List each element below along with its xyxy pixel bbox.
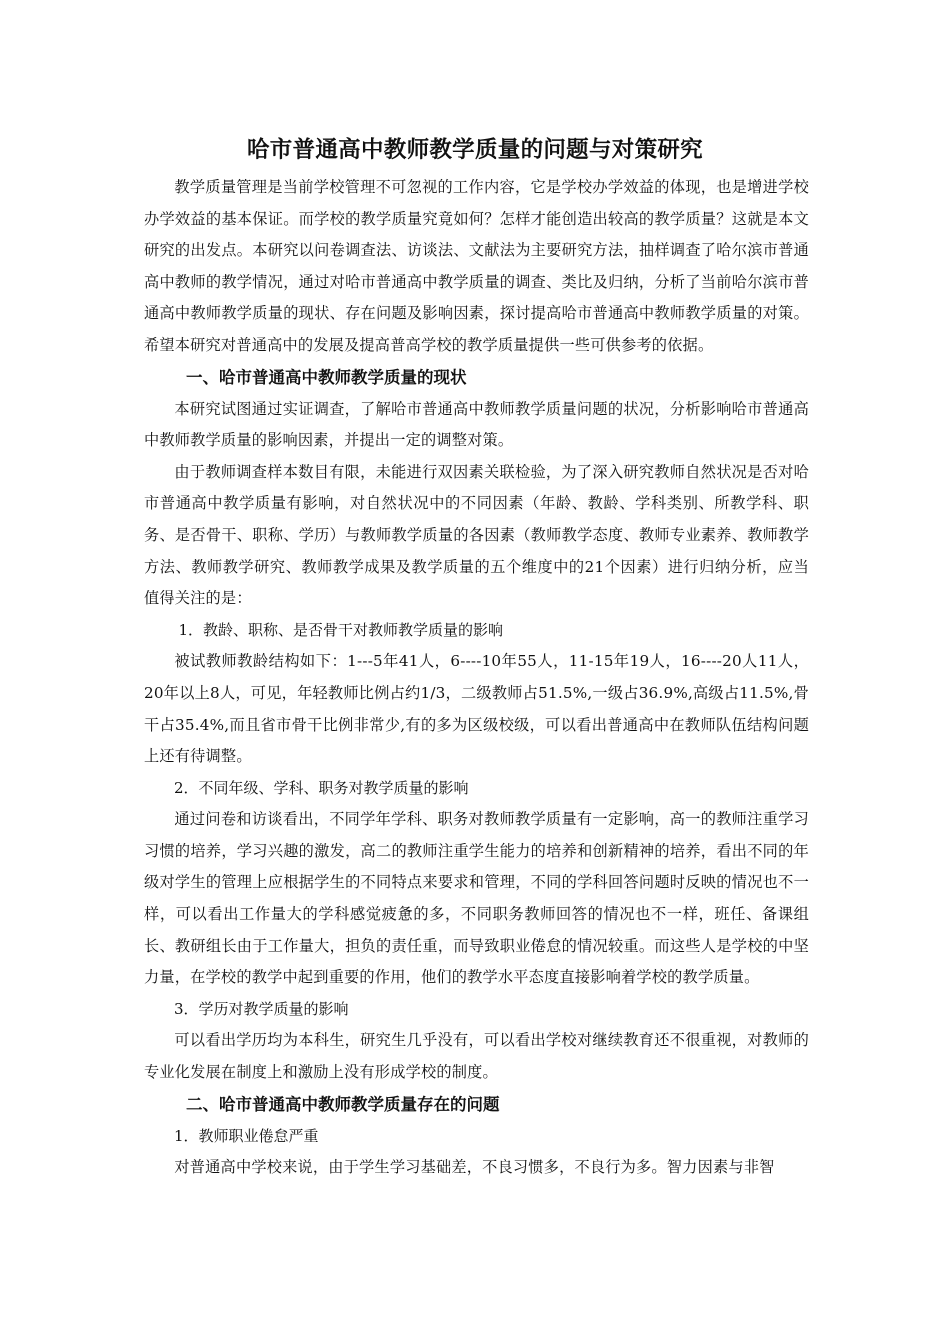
subsection-2-1-text: 对普通高中学校来说，由于学生学习基础差，不良习惯多，不良行为多。智力因素与非智 xyxy=(174,1158,775,1177)
subheading-1-2: 2．不同年级、学科、职务对教学质量的影响 xyxy=(174,778,469,797)
subheading-1-3: 3．学历对教学质量的影响 xyxy=(174,999,349,1018)
section1-paragraph-2: 由于教师调查样本数目有限，未能进行双因素关联检验，为了深入研究教师自然状况是否对哈市普通高中教学质量有影响，对自然状况中的不同因素（年龄、教龄、学科类别、所教学科、职务、是否骨干、职称、学历）与教师教学质量的各因素（教师教学态度、教师专业素养、教师教学方法、教师教学研究、教师教学成果及教学质量的五个维度中的21个因素）进行归纳分析，应当值得关注的是： xyxy=(144,462,809,608)
subsection-1-1-text: 被试教师教龄结构如下：1---5年41人，6----10年55人，11-15年19人，16----20人11人，20年以上8人，可见，年轻教师比例占约1/3，二级教师占51.5%,一级占36.9%,高级占11.5%,骨干占35.4%,而且省市骨干比例非常少,有的多为区级校级，可以看出普通高中在教师队伍结构问题上还有待调整。 xyxy=(144,652,809,766)
subheading-1-1: 1．教龄、职称、是否骨干对教师教学质量的影响 xyxy=(178,620,504,639)
intro-paragraph: 教学质量管理是当前学校管理不可忽视的工作内容，它是学校办学效益的体现，也是增进学校办学效益的基本保证。而学校的教学质量究竟如何？怎样才能创造出较高的教学质量？这就是本文研究的出发点。本研究以问卷调查法、访谈法、文献法为主要研究方法，抽样调查了哈尔滨市普通高中教师的教学情况，通过对哈市普通高中教学质量的调查、类比及归纳，分析了当前哈尔滨市普通高中教师教学质量的现状、存在问题及影响因素，探讨提高哈市普通高中教师教学质量的对策。希望本研究对普通高中的发展及提高普高学校的教学质量提供一些可供参考的依据。 xyxy=(144,178,809,354)
section-heading-1: 一、哈市普通高中教师教学质量的现状 xyxy=(186,367,467,387)
subsection-1-3-text: 可以看出学历均为本科生，研究生几乎没有，可以看出学校对继续教育还不很重视，对教师的专业化发展在制度上和激励上没有形成学校的制度。 xyxy=(144,1031,809,1082)
subsection-1-2-text: 通过问卷和访谈看出，不同学年学科、职务对教师教学质量有一定影响，高一的教师注重学习习惯的培养，学习兴趣的激发，高二的教师注重学生能力的培养和创新精神的培养，看出不同的年级对学生的管理上应根据学生的不同特点来要求和管理，不同的学科回答问题时反映的情况也不一样，可以看出工作量大的学科感觉疲惫的多，不同职务教师回答的情况也不一样，班任、备课组长、教研组长由于工作量大，担负的责任重，而导致职业倦怠的情况较重。而这些人是学校的中坚力量，在学校的教学中起到重要的作用，他们的教学水平态度直接影响着学校的教学质量。 xyxy=(144,810,809,987)
page-title: 哈市普通高中教师教学质量的问题与对策研究 xyxy=(246,137,703,163)
section1-paragraph-1: 本研究试图通过实证调查，了解哈市普通高中教师教学质量问题的状况，分析影响哈市普通高中教师教学质量的影响因素，并提出一定的调整对策。 xyxy=(144,399,809,450)
subheading-2-1: 1．教师职业倦怠严重 xyxy=(174,1126,319,1145)
section-heading-2: 二、哈市普通高中教师教学质量存在的问题 xyxy=(186,1094,500,1114)
document-body xyxy=(144,172,809,1184)
